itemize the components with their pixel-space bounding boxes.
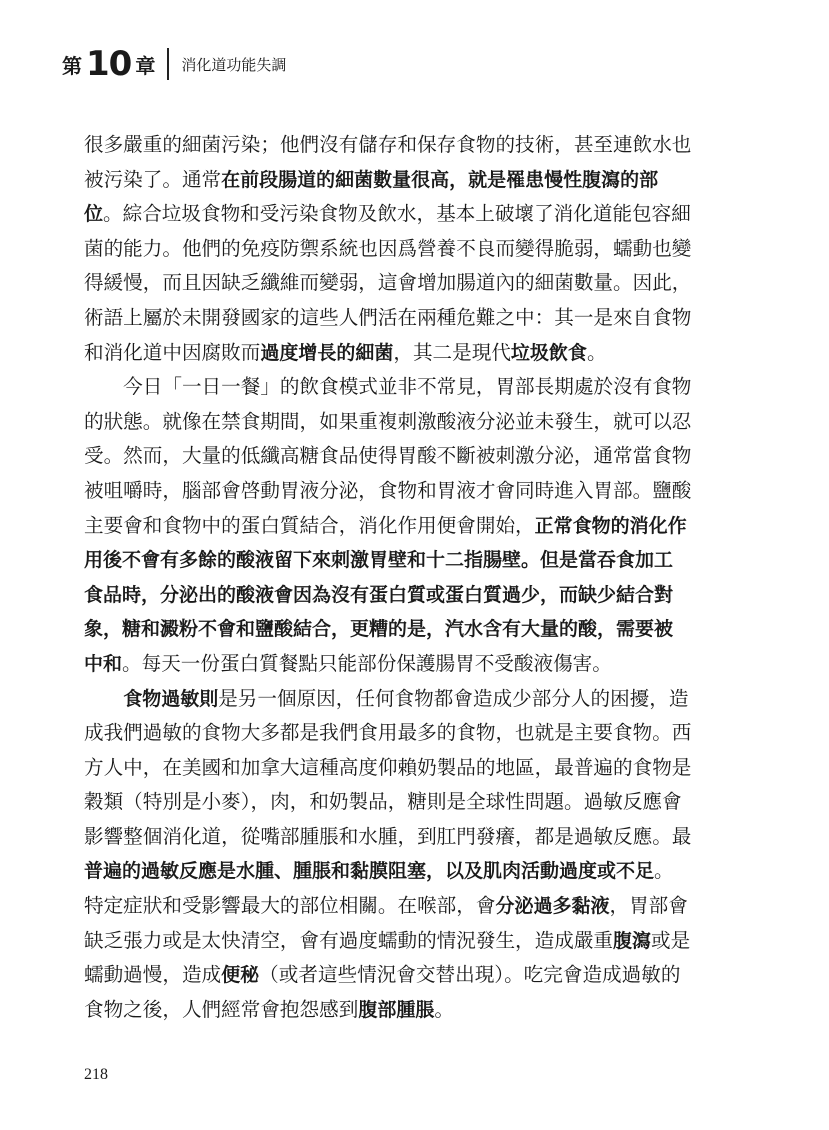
text-line (84, 993, 724, 1028)
page-number: 218 (84, 1066, 108, 1083)
text-segment: 今日「一日一餐」的飲食模式並非不常見，胃部長期處於沒有食物 (84, 375, 692, 399)
text-line (84, 612, 724, 647)
text-segment: 。 (654, 859, 674, 883)
text-segment: 得緩慢，而且因缺乏纖維而變弱，這會增加腸道內的細菌數量。因此， (84, 271, 692, 295)
text-segment: 主要會和食物中的蛋白質結合，消化作用便會開始， (84, 513, 535, 537)
text-segment: 特定症狀和受影響最大的部位相關。在喉部，會 (84, 894, 496, 918)
text-line (84, 958, 724, 993)
bold-text-segment: 食物過敏則 (123, 687, 219, 710)
chapter-header (62, 44, 286, 84)
text-line (84, 370, 724, 405)
chapter-prefix: 第 (62, 53, 82, 78)
text-line (84, 785, 724, 820)
text-segment: 影響整個消化道，從嘴部腫脹和水腫，到肛門發癢，都是過敏反應。最 (84, 824, 692, 848)
text-segment: 穀類（特別是小麥），肉，和奶製品，糖則是全球性問題。過敏反應會 (84, 790, 682, 814)
text-segment: 和消化道中因腐敗而 (84, 340, 261, 364)
text-segment: ，胃部會 (609, 894, 688, 918)
text-segment: 。 (586, 340, 607, 364)
text-segment: 菌的能力。他們的免疫防禦系統也因爲營養不良而變得脆弱，蠕動也變 (84, 236, 692, 260)
text-line (84, 336, 724, 371)
text-segment (84, 687, 123, 710)
text-line (84, 266, 724, 301)
text-line (84, 543, 724, 578)
bold-text-segment: 便秘 (221, 964, 260, 987)
chapter-number: 10 (86, 44, 132, 84)
text-segment: 成我們過敏的食物大多都是我們食用最多的食物，也就是主要食物。西 (84, 721, 692, 745)
bold-text-segment: 用後不會有多餘的酸液留下來刺激胃壁和十二指腸壁。但是當吞食加工 (84, 549, 674, 572)
bold-text-segment: 腹部腫脹 (358, 998, 435, 1021)
text-segment: 。每天一份蛋白質餐點只能部份保護腸胃不受酸液傷害。 (122, 651, 612, 675)
text-line (84, 163, 724, 198)
bold-text-segment: 食品時，分泌出的酸液會因為沒有蛋白質或蛋白質過少，而缺少結合對 (84, 583, 674, 606)
text-line (84, 716, 724, 751)
text-line (84, 682, 724, 717)
text-segment: 。 (434, 997, 454, 1021)
text-line (84, 924, 724, 959)
bold-text-segment: 普遍的過敏反應是水腫、腫脹和黏膜阻塞，以及肌肉活動過度或不足 (84, 860, 655, 883)
text-line (84, 889, 724, 924)
bold-text-segment: 分泌過多黏液 (495, 895, 610, 918)
text-segment: ，其二是現代 (393, 340, 511, 364)
text-line (84, 405, 724, 440)
text-line (84, 854, 724, 889)
text-line (84, 647, 724, 682)
bold-text-segment: 中和 (84, 652, 123, 675)
text-segment: 被咀嚼時，腦部會啓動胃液分泌，食物和胃液才會同時進入胃部。鹽酸 (84, 478, 692, 502)
bold-text-segment: 垃圾飲食 (510, 341, 587, 364)
text-segment: 受。然而，大量的低纖高糖食品使得胃酸不斷被刺激分泌，通常當食物 (84, 444, 692, 468)
bold-text-segment: 位 (84, 203, 104, 226)
bold-text-segment: 在前段腸道的細菌數量很高，就是罹患慢性腹瀉的部 (221, 168, 659, 191)
bold-text-segment: 象，糖和澱粉不會和鹽酸結合，更糟的是，汽水含有大量的酸，需要被 (84, 618, 674, 641)
text-segment: 方人中，在美國和加拿大這種高度仰賴奶製品的地區，最普遍的食物是 (84, 755, 692, 779)
text-line (84, 474, 724, 509)
bold-text-segment: 腹瀉 (613, 929, 652, 952)
body-text (84, 128, 724, 1027)
text-segment: （或者這些情況會交替出現）。吃完會造成過敏的 (259, 963, 681, 987)
text-segment: 或是 (651, 928, 691, 952)
text-segment: 很多嚴重的細菌污染；他們沒有儲存和保存食物的技術，甚至連飲水也 (84, 133, 692, 156)
text-segment: 的狀態。就像在禁食期間，如果重複刺激酸液分泌並未發生，就可以忍 (84, 409, 692, 433)
chapter-title: 消化道功能失調 (181, 55, 287, 74)
text-segment: 。綜合垃圾食物和受污染食物及飲水，基本上破壞了消化道能包容細 (103, 202, 691, 226)
text-line (84, 751, 724, 786)
text-segment: 術語上屬於未開發國家的這些人們活在兩種危難之中：其一是來自食物 (84, 305, 692, 329)
text-segment: 蠕動過慢，造成 (84, 963, 222, 987)
text-line (84, 301, 724, 336)
text-line (84, 197, 724, 232)
text-line (84, 578, 724, 613)
text-line (84, 509, 724, 544)
text-segment: 食物之後，人們經常會抱怨感到 (84, 997, 359, 1021)
header-divider (167, 48, 169, 80)
bold-text-segment: 正常食物的消化作 (534, 514, 687, 537)
text-segment: 是另一個原因，任何食物都會造成少部分人的困擾，造 (218, 686, 689, 710)
text-line (84, 128, 724, 163)
chapter-suffix: 章 (135, 53, 156, 78)
text-line (84, 232, 724, 267)
text-line (84, 820, 724, 855)
text-line (84, 439, 724, 474)
text-segment: 被污染了。通常 (84, 167, 222, 191)
text-segment: 缺乏張力或是太快清空，會有過度蠕動的情況發生，造成嚴重 (84, 928, 614, 952)
bold-text-segment: 過度增長的細菌 (260, 341, 394, 364)
